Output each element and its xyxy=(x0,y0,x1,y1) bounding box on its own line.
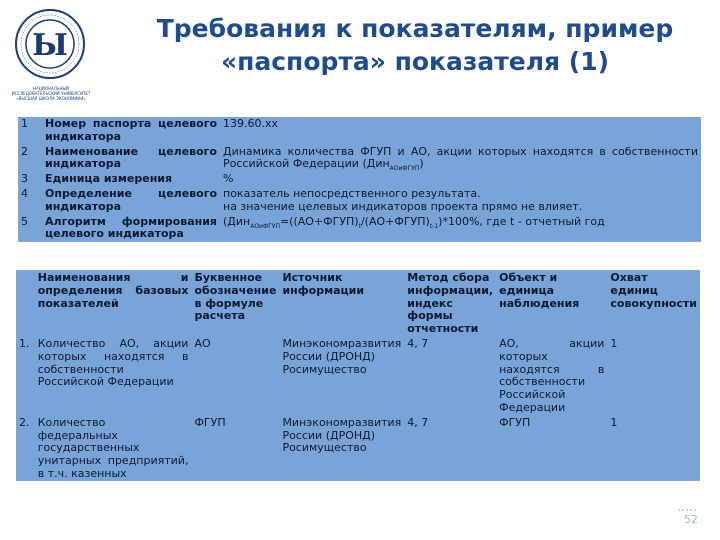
row-number: 1 xyxy=(21,117,28,130)
row-number: 3 xyxy=(21,172,28,186)
table-row xyxy=(18,187,701,215)
row-number: 5 xyxy=(21,214,28,228)
indicators-table xyxy=(16,270,700,481)
row-formula: ($Дин_{АОиФГУП}=((АО+ФГУП)_t/(АО+ФГУП)_{t-1})*100\%$, где t - отчетный год xyxy=(223,214,605,230)
table-row xyxy=(18,117,701,145)
row-value: показатель непосредственного результата. на значение целевых индикаторов проекта прямо не влияет. xyxy=(223,186,583,213)
table-row xyxy=(18,145,701,173)
row-label: Определение целевого индикатора xyxy=(45,186,217,213)
cell-object: ФГУП xyxy=(499,415,531,429)
table-row xyxy=(18,172,701,187)
row-number: 2. xyxy=(19,415,30,429)
row-label: Номер паспорта целевого индикатора xyxy=(45,117,217,143)
cell-name: Количество АО, акции которых находятся в собственности Российской Федерации xyxy=(37,336,189,389)
header-object: Объект и единица наблюдения xyxy=(499,271,580,310)
cell-coverage: 1 xyxy=(610,415,618,429)
row-number: 2 xyxy=(21,144,28,158)
cell-method: 4, 7 xyxy=(407,336,429,350)
header-name: Наименования и определения базовых показателей xyxy=(37,271,189,310)
cell-name: Количество федеральных государственных унитарных предприятий, в т.ч. казенных xyxy=(37,415,189,480)
header-coverage: Охват единиц совокупности xyxy=(610,271,697,310)
slide-title xyxy=(120,12,710,78)
row-label: Наименование целевого индикатора xyxy=(45,144,217,171)
logo-caption: НАЦИОНАЛЬНЫЙ ИССЛЕДОВАТЕЛЬСКИЙ УНИВЕРСИТЕТ «ВЫСШАЯ ШКОЛА ЭКОНОМИКИ» xyxy=(11,86,91,101)
passport-table xyxy=(18,117,701,242)
header-symbol: Буквенное обозначение в формуле расчета xyxy=(194,271,277,323)
cell-object: АО, акции которых находятся в собственности Российской Федерации xyxy=(499,336,605,414)
cell-source: Минэкономразвития России (ДРОНД) Росимущество xyxy=(282,336,402,376)
footer-dots xyxy=(678,509,696,511)
row-label: Алгоритм формирования целевого индикатора xyxy=(45,214,217,241)
table-row xyxy=(16,336,700,415)
table-header-row xyxy=(16,270,700,336)
row-number: 4 xyxy=(21,186,28,200)
hse-seal-icon xyxy=(14,8,86,80)
cell-symbol: АО xyxy=(194,336,211,350)
title-line-2: «паспорта» показателя (1) xyxy=(220,47,610,76)
table-row xyxy=(18,215,701,243)
header-source: Источник информации xyxy=(282,271,365,297)
row-value: Динамика количества ФГУП и АО, акции которых находятся в собственности Российской Федерации (Дин$_{АОиФГУП}$) xyxy=(223,144,698,173)
table-row xyxy=(16,415,700,481)
page-number: 52 xyxy=(684,513,698,526)
row-value: 139.60.xx xyxy=(223,117,279,130)
row-label: Единица измерения xyxy=(45,172,173,186)
cell-method: 4, 7 xyxy=(407,415,429,429)
svg-text:Ы: Ы xyxy=(31,28,69,63)
header-method: Метод сбора информации, индекс формы отчетности xyxy=(407,271,494,336)
hse-logo xyxy=(10,8,92,101)
cell-coverage: 1 xyxy=(610,336,618,350)
cell-source: Минэкономразвития России (ДРОНД) Росимущество xyxy=(282,415,402,455)
cell-symbol: ФГУП xyxy=(194,415,226,429)
row-number: 1. xyxy=(19,336,30,350)
title-line-1: Требования к показателям, пример xyxy=(156,14,674,43)
row-value: % xyxy=(223,172,234,186)
